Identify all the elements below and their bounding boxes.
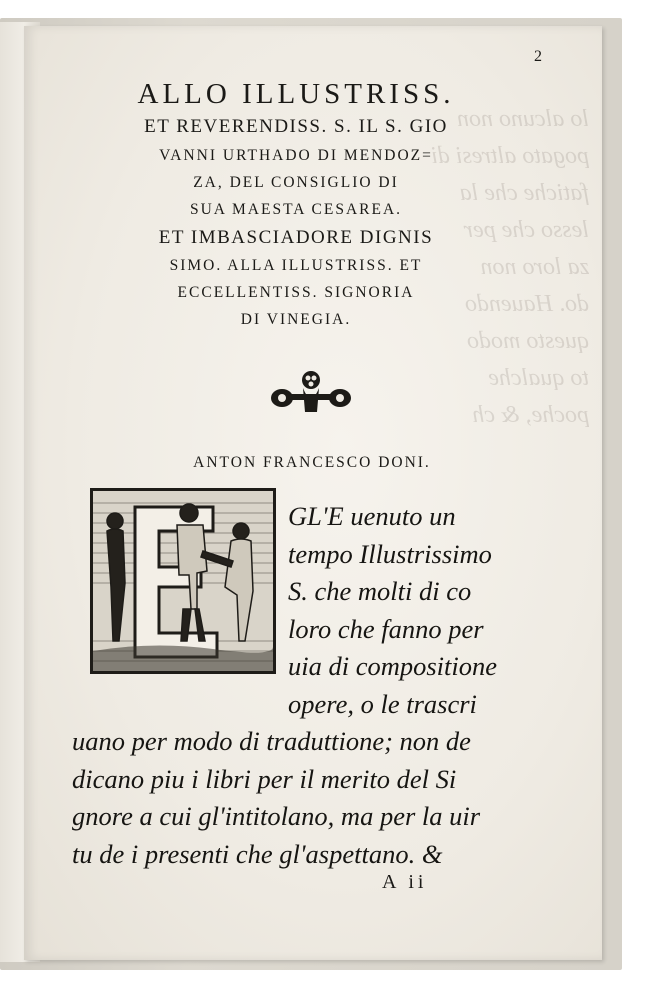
heading-line: ECCELLENTISS. SIGNORIA [177,284,415,301]
text-line: S. che molti di co [288,576,472,606]
heading-line: ZA, DEL CONSIGLIO DI [193,174,399,191]
heading-line: SUA MAESTA CESAREA. [189,201,403,218]
book-page [24,26,602,960]
author-line: ANTON FRANCESCO DONI. [193,454,431,471]
heading-line: VANNI URTHADO DI MENDOZ= [159,147,433,164]
bleed-through-text: lo alcuno non pogato altresi di fatiche che la lesso che per za loro non do. Hauendo questo modo to qualche poche, & ch [431,106,589,428]
dedication-heading [76,76,516,333]
body-text [72,498,497,873]
text-line: loro che fanno per [288,613,484,644]
text-line: tu de i presenti che gl'aspettano. & [72,838,443,869]
text-line: uano per modo di traduttione; non de [72,726,471,756]
heading-line: ALLO ILLUSTRISS. [137,78,455,110]
heading-line: DI VINEGIA. [240,311,352,328]
heading-line: ET IMBASCIADORE DIGNIS [158,227,434,248]
heading-line: SIMO. ALLA ILLUSTRISS. ET [169,257,423,274]
page-number: 2 [534,48,542,65]
signature-mark: A ii [382,871,428,893]
heading-line: ET REVERENDISS. S. IL S. GIO [144,116,448,137]
text-line: GL'E uenuto un [288,501,456,531]
text-line: gnore a cui gl'intitolano, ma per la uir [72,801,481,831]
fleuron-ornament-icon [270,368,352,416]
text-line: tempo Illustrissimo [288,538,492,569]
text-line: opere, o le trascri [288,688,477,719]
text-line: uia di compositione [288,651,498,681]
text-line: dicano piu i libri per il merito del Si [72,763,457,794]
